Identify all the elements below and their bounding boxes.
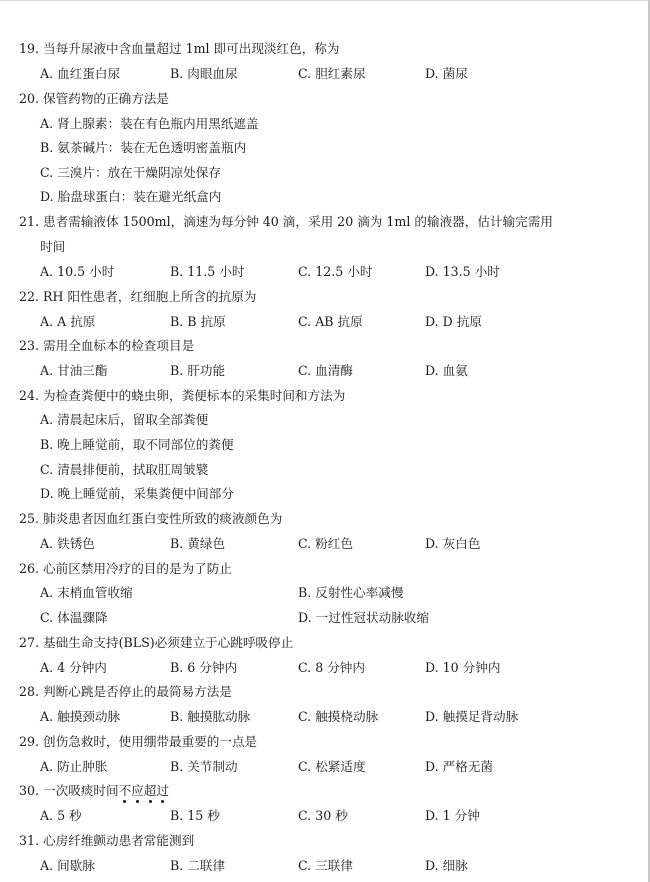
- question-23-stem: 23. 需用全血标本的检查项目是: [19, 338, 195, 353]
- question-22-option-d: D. D 抗原: [425, 314, 482, 329]
- question-30-stem-text: 30. 一次吸痰时间: [19, 783, 119, 798]
- question-22-option-c: C. AB 抗原: [298, 314, 363, 329]
- question-26-option-d: D. 一过性冠状动脉收缩: [298, 610, 429, 625]
- question-26-option-b: B. 反射性心率减慢: [298, 585, 404, 600]
- question-30-option-b: B. 15 秒: [170, 808, 220, 823]
- question-27-stem: 27. 基础生命支持(BLS)必须建立于心跳呼吸停止: [19, 635, 294, 650]
- question-30-option-d: D. 1 分钟: [425, 808, 480, 823]
- question-30-option-c: C. 30 秒: [298, 808, 348, 823]
- question-20-option-d: D. 胎盘球蛋白：装在避光纸盒内: [40, 189, 222, 204]
- question-28-option-c: C. 触摸桡动脉: [298, 709, 379, 724]
- question-28-option-b: B. 触摸肱动脉: [170, 709, 251, 724]
- emphasis-char: 应: [131, 783, 144, 798]
- question-29-stem: 29. 创伤急救时，使用绷带最重要的一点是: [19, 734, 258, 749]
- question-23-option-a: A. 甘油三酯: [40, 363, 108, 378]
- question-23-option-d: D. 血氨: [425, 363, 468, 378]
- question-24-stem: 24. 为检查粪便中的蛲虫卵，粪便标本的采集时间和方法为: [19, 388, 346, 403]
- question-19-option-b: B. 肉眼血尿: [170, 66, 238, 81]
- question-29-option-c: C. 松紧适度: [298, 759, 366, 774]
- question-20-option-b: B. 氨茶碱片：装在无色透明密盖瓶内: [40, 140, 247, 155]
- question-24-option-d: D. 晚上睡觉前，采集粪便中间部分: [40, 486, 234, 501]
- question-26-stem: 26. 心前区禁用冷疗的目的是为了防止: [19, 561, 232, 576]
- question-28-option-a: A. 触摸颈动脉: [40, 709, 121, 724]
- question-23-option-b: B. 肝功能: [170, 363, 226, 378]
- question-25-option-a: A. 铁锈色: [40, 536, 95, 551]
- question-29-option-b: B. 关节制动: [170, 759, 238, 774]
- question-20-option-c: C. 三溴片：放在干燥阴凉处保存: [40, 165, 221, 180]
- question-19-option-c: C. 胆红素尿: [298, 66, 366, 81]
- question-27-option-b: B. 6 分钟内: [170, 660, 238, 675]
- question-25-option-b: B. 黄绿色: [170, 536, 226, 551]
- question-29-option-d: D. 严格无菌: [425, 759, 494, 774]
- question-19-stem: 19. 当每升尿液中含血量超过 1ml 即可出现淡红色，称为: [19, 41, 340, 56]
- emphasis-char: 超: [143, 783, 157, 798]
- question-19-option-d: D. 菌尿: [425, 66, 468, 81]
- question-19-option-a: A. 血红蛋白尿: [40, 66, 121, 81]
- emphasis-char: 不: [118, 783, 132, 798]
- question-31-stem: 31. 心房纤维颤动患者常能测到: [19, 833, 195, 848]
- question-21-stem: 21. 患者需输液体 1500ml，滴速为每分钟 40 滴，采用 20 滴为 1ml 的输液器，估计输完需用: [19, 214, 553, 229]
- question-22-option-a: A. A 抗原: [40, 314, 96, 329]
- question-27-option-a: A. 4 分钟内: [40, 660, 107, 675]
- question-31-option-b: B. 二联律: [170, 858, 226, 873]
- question-26-option-a: A. 末梢血管收缩: [40, 585, 133, 600]
- question-21-option-d: D. 13.5 小时: [425, 264, 500, 279]
- question-21-stem-continued: 时间: [40, 239, 66, 254]
- question-31-option-a: A. 间歇脉: [40, 858, 95, 873]
- question-22-stem: 22. RH 阳性患者，红细胞上所含的抗原为: [19, 289, 257, 304]
- question-24-option-c: C. 清晨排便前，拭取肛周皱襞: [40, 462, 209, 477]
- question-25-option-c: C. 粉红色: [298, 536, 353, 551]
- question-25-option-d: D. 灰白色: [425, 536, 481, 551]
- question-21-option-a: A. 10.5 小时: [40, 264, 115, 279]
- question-26-option-c: C. 体温骤降: [40, 610, 108, 625]
- question-30-option-a: A. 5 秒: [40, 808, 82, 823]
- question-20-option-a: A. 肾上腺素：装在有色瓶内用黑纸遮盖: [40, 116, 259, 131]
- question-24-option-a: A. 清晨起床后，留取全部粪便: [40, 412, 209, 427]
- question-25-stem: 25. 肺炎患者因血红蛋白变性所致的痰液颜色为: [19, 511, 283, 526]
- question-23-option-c: C. 血清酶: [298, 363, 353, 378]
- question-28-option-d: D. 触摸足背动脉: [425, 709, 519, 724]
- question-22-option-b: B. B 抗原: [170, 314, 226, 329]
- question-31-option-c: C. 三联律: [298, 858, 353, 873]
- emphasis-char: 过: [156, 783, 169, 798]
- question-28-stem: 28. 判断心跳是否停止的最简易方法是: [19, 684, 232, 699]
- question-27-option-c: C. 8 分钟内: [298, 660, 365, 675]
- question-20-stem: 20. 保管药物的正确方法是: [19, 91, 169, 106]
- question-21-option-b: B. 11.5 小时: [170, 264, 245, 279]
- question-31-option-d: D. 细脉: [425, 858, 468, 873]
- question-27-option-d: D. 10 分钟内: [425, 660, 501, 675]
- question-24-option-b: B. 晚上睡觉前，取不同部位的粪便: [40, 437, 234, 452]
- question-30-stem: [19, 783, 169, 799]
- question-29-option-a: A. 防止肿胀: [40, 759, 108, 774]
- question-21-option-c: C. 12.5 小时: [298, 264, 373, 279]
